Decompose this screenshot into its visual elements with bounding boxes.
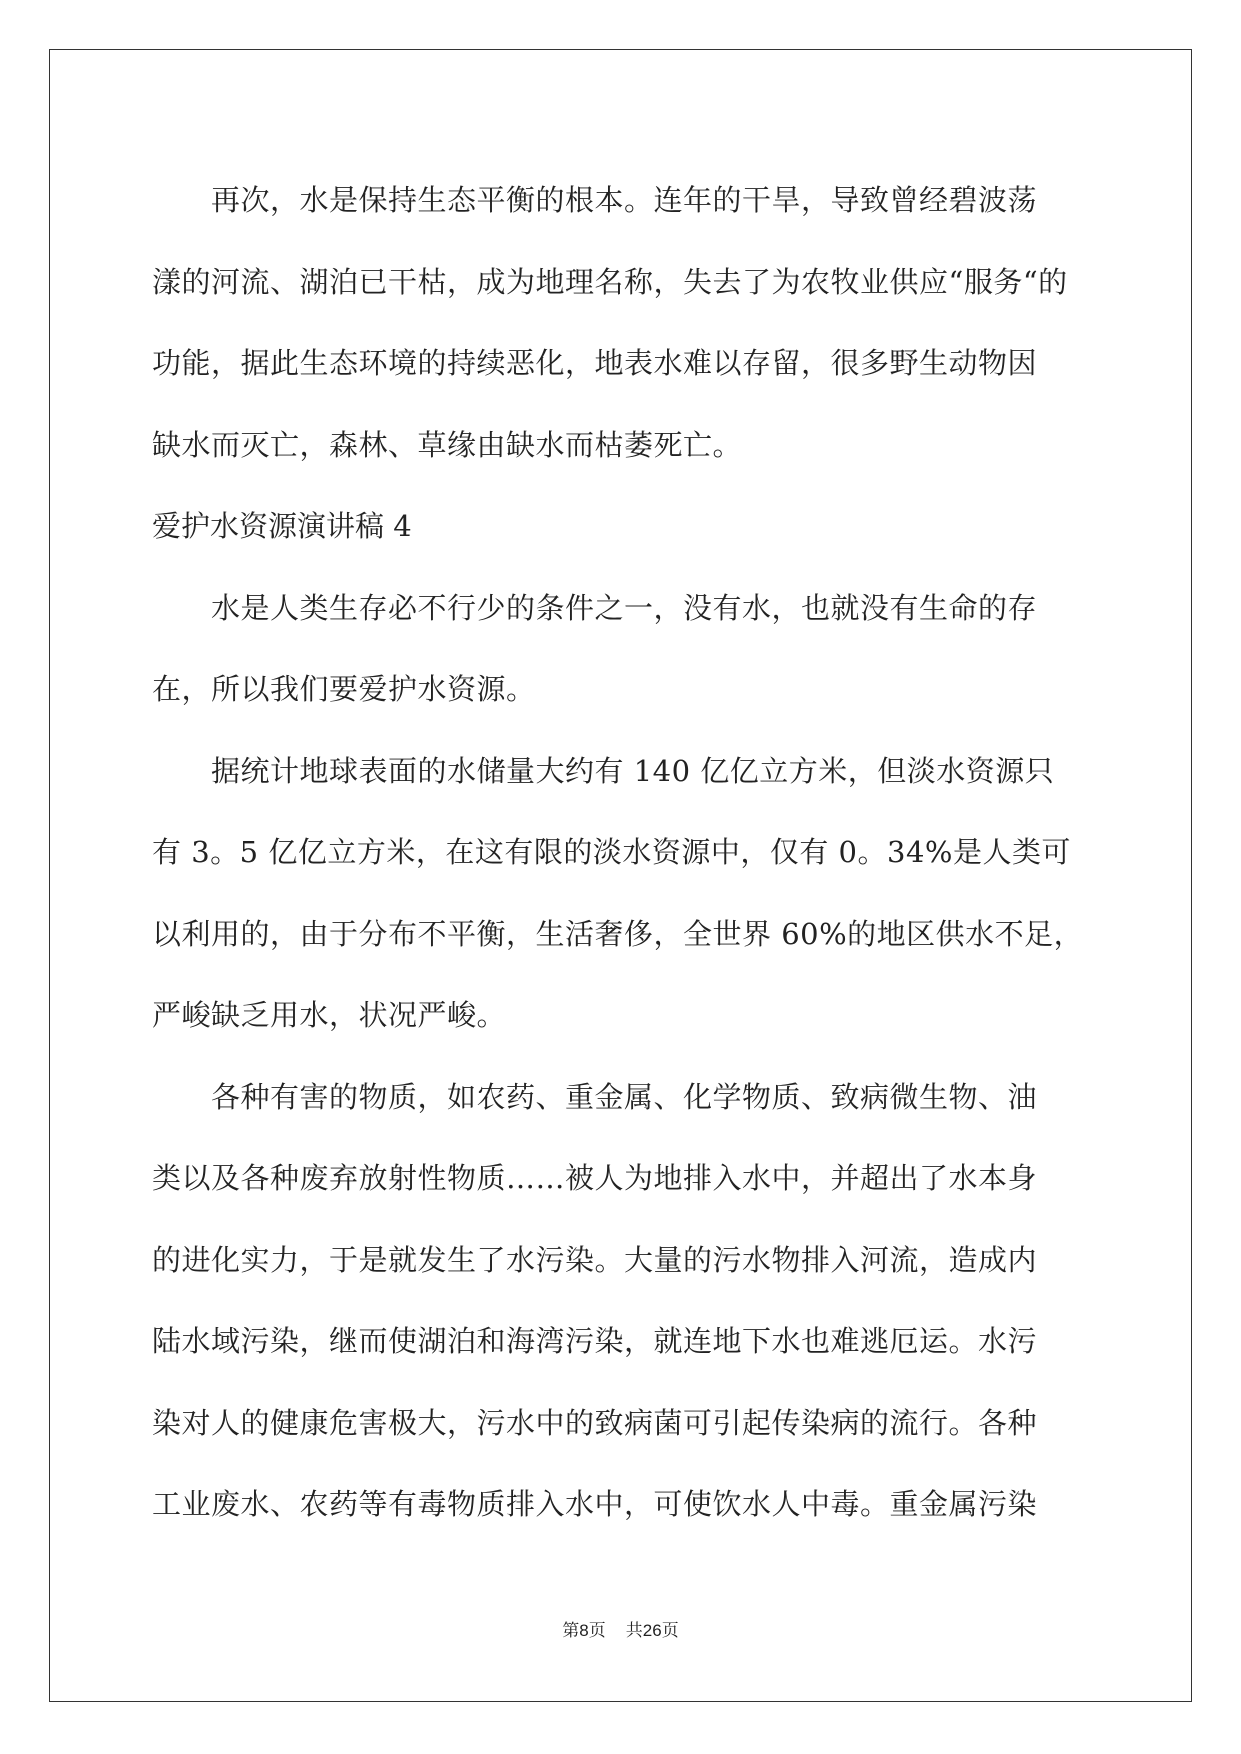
total-suffix: 页 — [661, 1621, 679, 1641]
page-prefix: 第 — [562, 1621, 580, 1641]
body-line: 类以及各种废弃放射性物质……被人为地排入水中，并超出了水本身 — [152, 1161, 1038, 1195]
total-prefix: 共 — [625, 1621, 643, 1641]
body-line: 的进化实力，于是就发生了水污染。大量的污水物排入河流，造成内 — [152, 1242, 1038, 1277]
body-line: 据统计地球表面的水储量大约有 140 亿亿立方米，但淡水资源只 — [152, 753, 1055, 788]
body-line: 在，所以我们要爱护水资源。 — [152, 672, 536, 706]
page-number: 8 — [579, 1621, 589, 1640]
body-line: 水是人类生存必不行少的条件之一，没有水，也就没有生命的存 — [152, 590, 1038, 625]
body-line: 再次，水是保持生态平衡的根本。连年的干旱，导致曾经碧波荡 — [152, 183, 1038, 217]
section-heading: 爱护水资源演讲稿 4 — [152, 509, 412, 543]
body-line: 功能，据此生态环境的持续恶化，地表水难以存留，很多野生动物因 — [152, 346, 1038, 380]
document-body — [152, 160, 1092, 1546]
body-line: 有 3。5 亿亿立方米，在这有限的淡水资源中，仅有 0。34%是人类可 — [152, 835, 1071, 869]
body-line: 漾的河流、湖泊已干枯，成为地理名称，失去了为农牧业供应“服务“的 — [152, 264, 1068, 299]
body-line: 以利用的，由于分布不平衡，生活奢侈，全世界 60%的地区供水不足， — [152, 916, 1084, 951]
body-line: 陆水域污染，继而使湖泊和海湾污染，就连地下水也难逃厄运。水污 — [152, 1324, 1038, 1358]
body-line: 工业废水、农药等有毒物质排入水中，可使饮水人中毒。重金属污染 — [152, 1487, 1038, 1521]
total-pages: 26 — [642, 1621, 662, 1640]
body-line: 染对人的健康危害极大，污水中的致病菌可引起传染病的流行。各种 — [152, 1405, 1038, 1440]
body-line: 缺水而灭亡，森林、草缘由缺水而枯萎死亡。 — [152, 427, 743, 462]
body-line: 严峻缺乏用水，状况严峻。 — [152, 998, 507, 1032]
page-footer — [0, 1616, 1241, 1641]
body-line: 各种有害的物质，如农药、重金属、化学物质、致病微生物、油 — [152, 1079, 1038, 1114]
page-suffix: 页 — [588, 1621, 606, 1641]
